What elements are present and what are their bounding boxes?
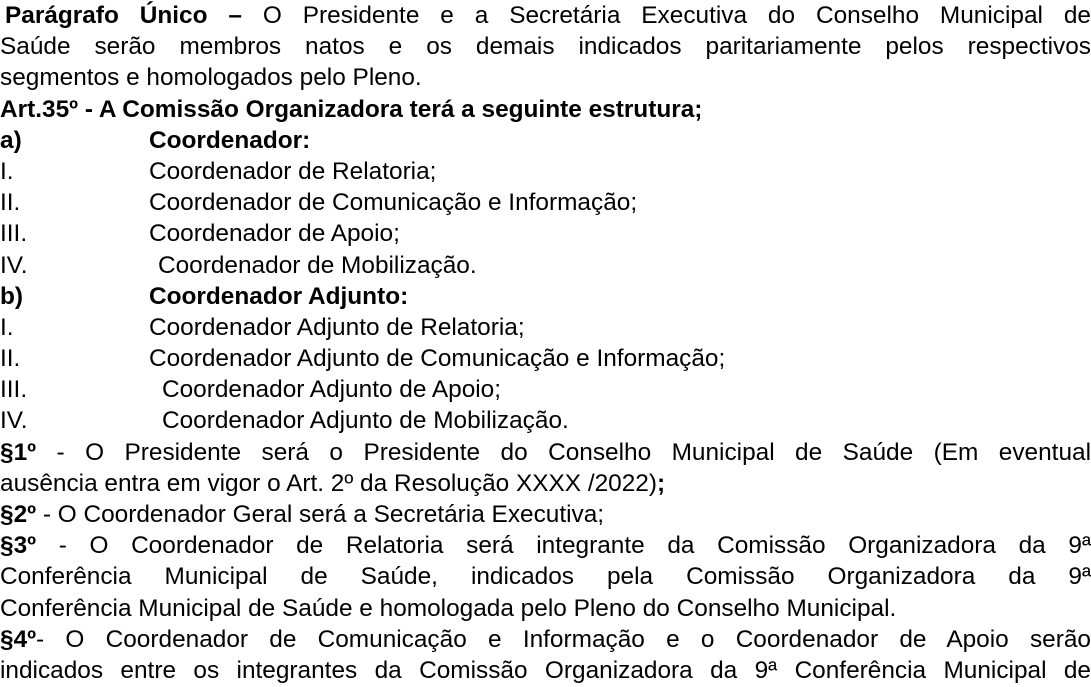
- list-item: [0, 343, 1091, 374]
- list-item-number: I.: [0, 157, 14, 185]
- list-item-text: Coordenador de Relatoria;: [149, 157, 437, 185]
- list-item-number: III.: [0, 220, 28, 248]
- list-item: [0, 312, 1091, 343]
- list-item-text: Coordenador Adjunto de Comunicação e Informação;: [149, 345, 726, 373]
- list-item: [0, 250, 1091, 281]
- list-item: [0, 374, 1091, 405]
- par1-label: §1º: [0, 438, 37, 466]
- section-b-title: Coordenador Adjunto:: [149, 282, 409, 310]
- list-item-number: I.: [0, 313, 14, 341]
- paragrafo-unico-label: Parágrafo Único –: [5, 2, 242, 29]
- par3-label: §3º: [0, 532, 37, 560]
- list-item-text: Coordenador de Comunicação e Informação;: [149, 189, 638, 217]
- par2-line: [0, 499, 1091, 530]
- par4-text-1: - O Coordenador de Comunicação e Informação e o Coordenador de Apoio serão: [36, 625, 1091, 653]
- par4-label: §4º: [0, 625, 37, 653]
- par1-line-1: [0, 437, 1091, 468]
- par3-text-1: - O Coordenador de Relatoria será integrante da Comissão Organizadora da 9ª: [36, 532, 1091, 560]
- list-item-text: Coordenador de Apoio;: [149, 220, 400, 248]
- list-item-number: II.: [0, 189, 21, 217]
- paragrafo-unico-text-1: O Presidente e a Secretária Executiva do Conselho Municipal de: [242, 2, 1091, 29]
- list-item: [0, 187, 1091, 218]
- list-item-text: Coordenador Adjunto de Mobilização.: [162, 407, 569, 435]
- par1-semicolon: ;: [657, 469, 666, 497]
- paragrafo-unico-line-2: Saúde serão membros natos e os demais indicados paritariamente pelos respectivos: [0, 33, 1091, 61]
- list-item: [0, 218, 1091, 249]
- par4-line-1: [0, 624, 1091, 655]
- list-item: [0, 405, 1091, 436]
- list-item: [0, 156, 1091, 187]
- list-item-number: IV.: [0, 407, 28, 435]
- section-a-heading: [0, 125, 1091, 156]
- par3-line-2: Conferência Municipal de Saúde, indicados pela Comissão Organizadora da 9ª: [0, 563, 1091, 591]
- list-item-text: Coordenador Adjunto de Relatoria;: [149, 313, 525, 341]
- list-item-text: Coordenador Adjunto de Apoio;: [162, 376, 502, 404]
- par1-text-1: - O Presidente será o Presidente do Conselho Municipal de Saúde (Em eventual: [36, 438, 1091, 466]
- par1-line-2: [0, 468, 1091, 499]
- section-b-heading: [0, 281, 1091, 312]
- list-item-number: III.: [0, 376, 28, 404]
- par3-line-3: Conferência Municipal de Saúde e homologada pelo Pleno do Conselho Municipal.: [0, 594, 897, 622]
- section-b-letter: b): [0, 282, 24, 310]
- section-a-title: Coordenador:: [149, 126, 311, 154]
- par4-line-2: indicados entre os integrantes da Comissão Organizadora da 9ª Conferência Municipal de: [0, 656, 1091, 684]
- paragrafo-unico-line-1: [0, 0, 1091, 31]
- list-item-number: II.: [0, 345, 21, 373]
- par2-label: §2º: [0, 501, 37, 528]
- par1-text-2: ausência entra em vigor o Art. 2º da Resolução XXXX /2022): [0, 469, 657, 497]
- section-a-letter: a): [0, 126, 22, 154]
- list-item-text: Coordenador de Mobilização.: [158, 251, 477, 279]
- art35-heading: Art.35º - A Comissão Organizadora terá a seguinte estrutura;: [0, 95, 703, 123]
- paragrafo-unico-line-3: segmentos e homologados pelo Pleno.: [0, 64, 422, 92]
- par3-line-1: [0, 530, 1091, 561]
- par2-text: - O Coordenador Geral será a Secretária Executiva;: [36, 501, 605, 528]
- list-item-number: IV.: [0, 251, 28, 279]
